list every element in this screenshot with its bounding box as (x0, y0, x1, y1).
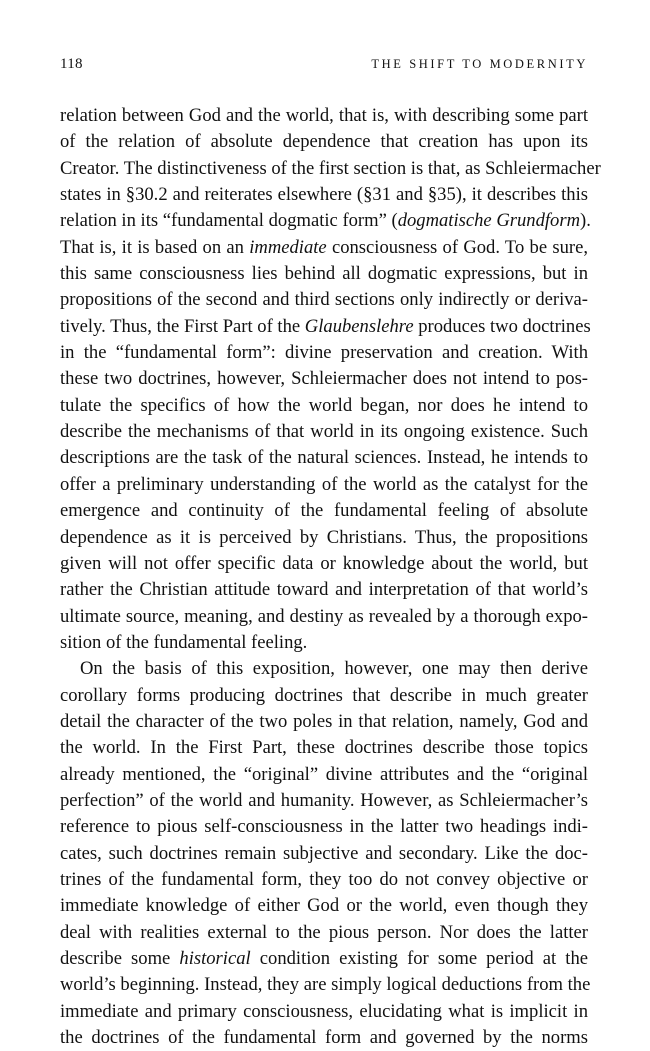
text-line: in the “fundamental form”: divine preservation and creation. With (60, 342, 588, 364)
text-line (60, 314, 591, 340)
text-line (60, 946, 588, 972)
text-line: descriptions are the task of the natural sciences. Instead, he intends to (60, 447, 588, 469)
text-line: offer a preliminary understanding of the world as the catalyst for the (60, 473, 588, 495)
text-line (60, 208, 591, 234)
text-run: ). (580, 210, 591, 232)
italic-term: Glaubenslehre (304, 315, 414, 337)
text-line: propositions of the second and third sections only indirectly or deriva- (60, 289, 588, 311)
text-line: ultimate source, meaning, and destiny as revealed by a thorough expo- (60, 605, 588, 627)
text-run: condition existing for some period at the (250, 948, 588, 969)
text-line: On the basis of this exposition, however, one may then derive (80, 658, 588, 680)
running-head: THE SHIFT TO MODERNITY (371, 57, 588, 71)
text-line: these two doctrines, however, Schleiermacher does not intend to pos- (60, 368, 588, 390)
text-run: That is, it is based on an (60, 236, 250, 258)
text-line: reference to pious self-consciousness in the latter two headings indi- (60, 816, 588, 838)
text-line: detail the character of the two poles in that relation, namely, God and (60, 710, 588, 732)
text-line: given will not offer specific data or knowledge about the world, but (60, 552, 588, 574)
text-line: perfection” of the world and humanity. However, as Schleiermacher’s (60, 789, 588, 811)
text-line: the doctrines of the fundamental form and governed by the norms (60, 1027, 588, 1049)
text-run: tively. Thus, the First Part of the (60, 315, 305, 337)
text-line: immediate knowledge of either God or the world, even though they (60, 895, 588, 917)
italic-term: immediate (249, 236, 327, 258)
text-line: already mentioned, the “original” divine attributes and the “original (60, 763, 588, 785)
text-line: rather the Christian attitude toward and interpretation of that world’s (60, 579, 588, 601)
text-line: corollary forms producing doctrines that describe in much greater (60, 684, 588, 706)
text-line: dependence as it is perceived by Christians. Thus, the propositions (60, 526, 588, 548)
text-run: produces two doctrines (413, 315, 591, 337)
text-line: sition of the fundamental feeling. (60, 631, 308, 653)
text-line: cates, such doctrines remain subjective and secondary. Like the doc- (60, 842, 588, 864)
text-line (60, 235, 588, 261)
text-line: of the relation of absolute dependence that creation has upon its (60, 131, 588, 153)
text-line: trines of the fundamental form, they too do not convey objective or (60, 868, 588, 890)
text-line: this same consciousness lies behind all dogmatic expressions, but in (60, 263, 588, 285)
text-line: states in §30.2 and reiterates elsewhere (§31 and §35), it describes this (60, 184, 588, 206)
text-line: relation between God and the world, that is, with describing some part (60, 105, 588, 126)
body-text (60, 103, 601, 1051)
text-run: relation in its “fundamental dogmatic form” ( (60, 210, 398, 232)
page-number: 118 (60, 56, 83, 72)
text-line: emergence and continuity of the fundamental feeling of absolute (60, 500, 588, 522)
italic-term: dogmatische Grundform (397, 210, 581, 232)
text-line: the world. In the First Part, these doctrines describe those topics (60, 737, 588, 759)
text-line: Creator. The distinctiveness of the first section is that, as Schleiermacher (60, 157, 601, 179)
text-line: deal with realities external to the pious person. Nor does the latter (60, 921, 588, 943)
text-line: tulate the specifics of how the world began, nor does he intend to (60, 394, 588, 416)
italic-term: historical (179, 948, 251, 969)
text-line: describe the mechanisms of that world in its ongoing existence. Such (60, 421, 588, 443)
text-run: consciousness of God. To be sure, (326, 236, 588, 258)
text-line: immediate and primary consciousness, elucidating what is implicit in (60, 1000, 588, 1022)
text-run: describe some (60, 948, 180, 969)
text-line: world’s beginning. Instead, they are simply logical deductions from the (60, 974, 591, 996)
